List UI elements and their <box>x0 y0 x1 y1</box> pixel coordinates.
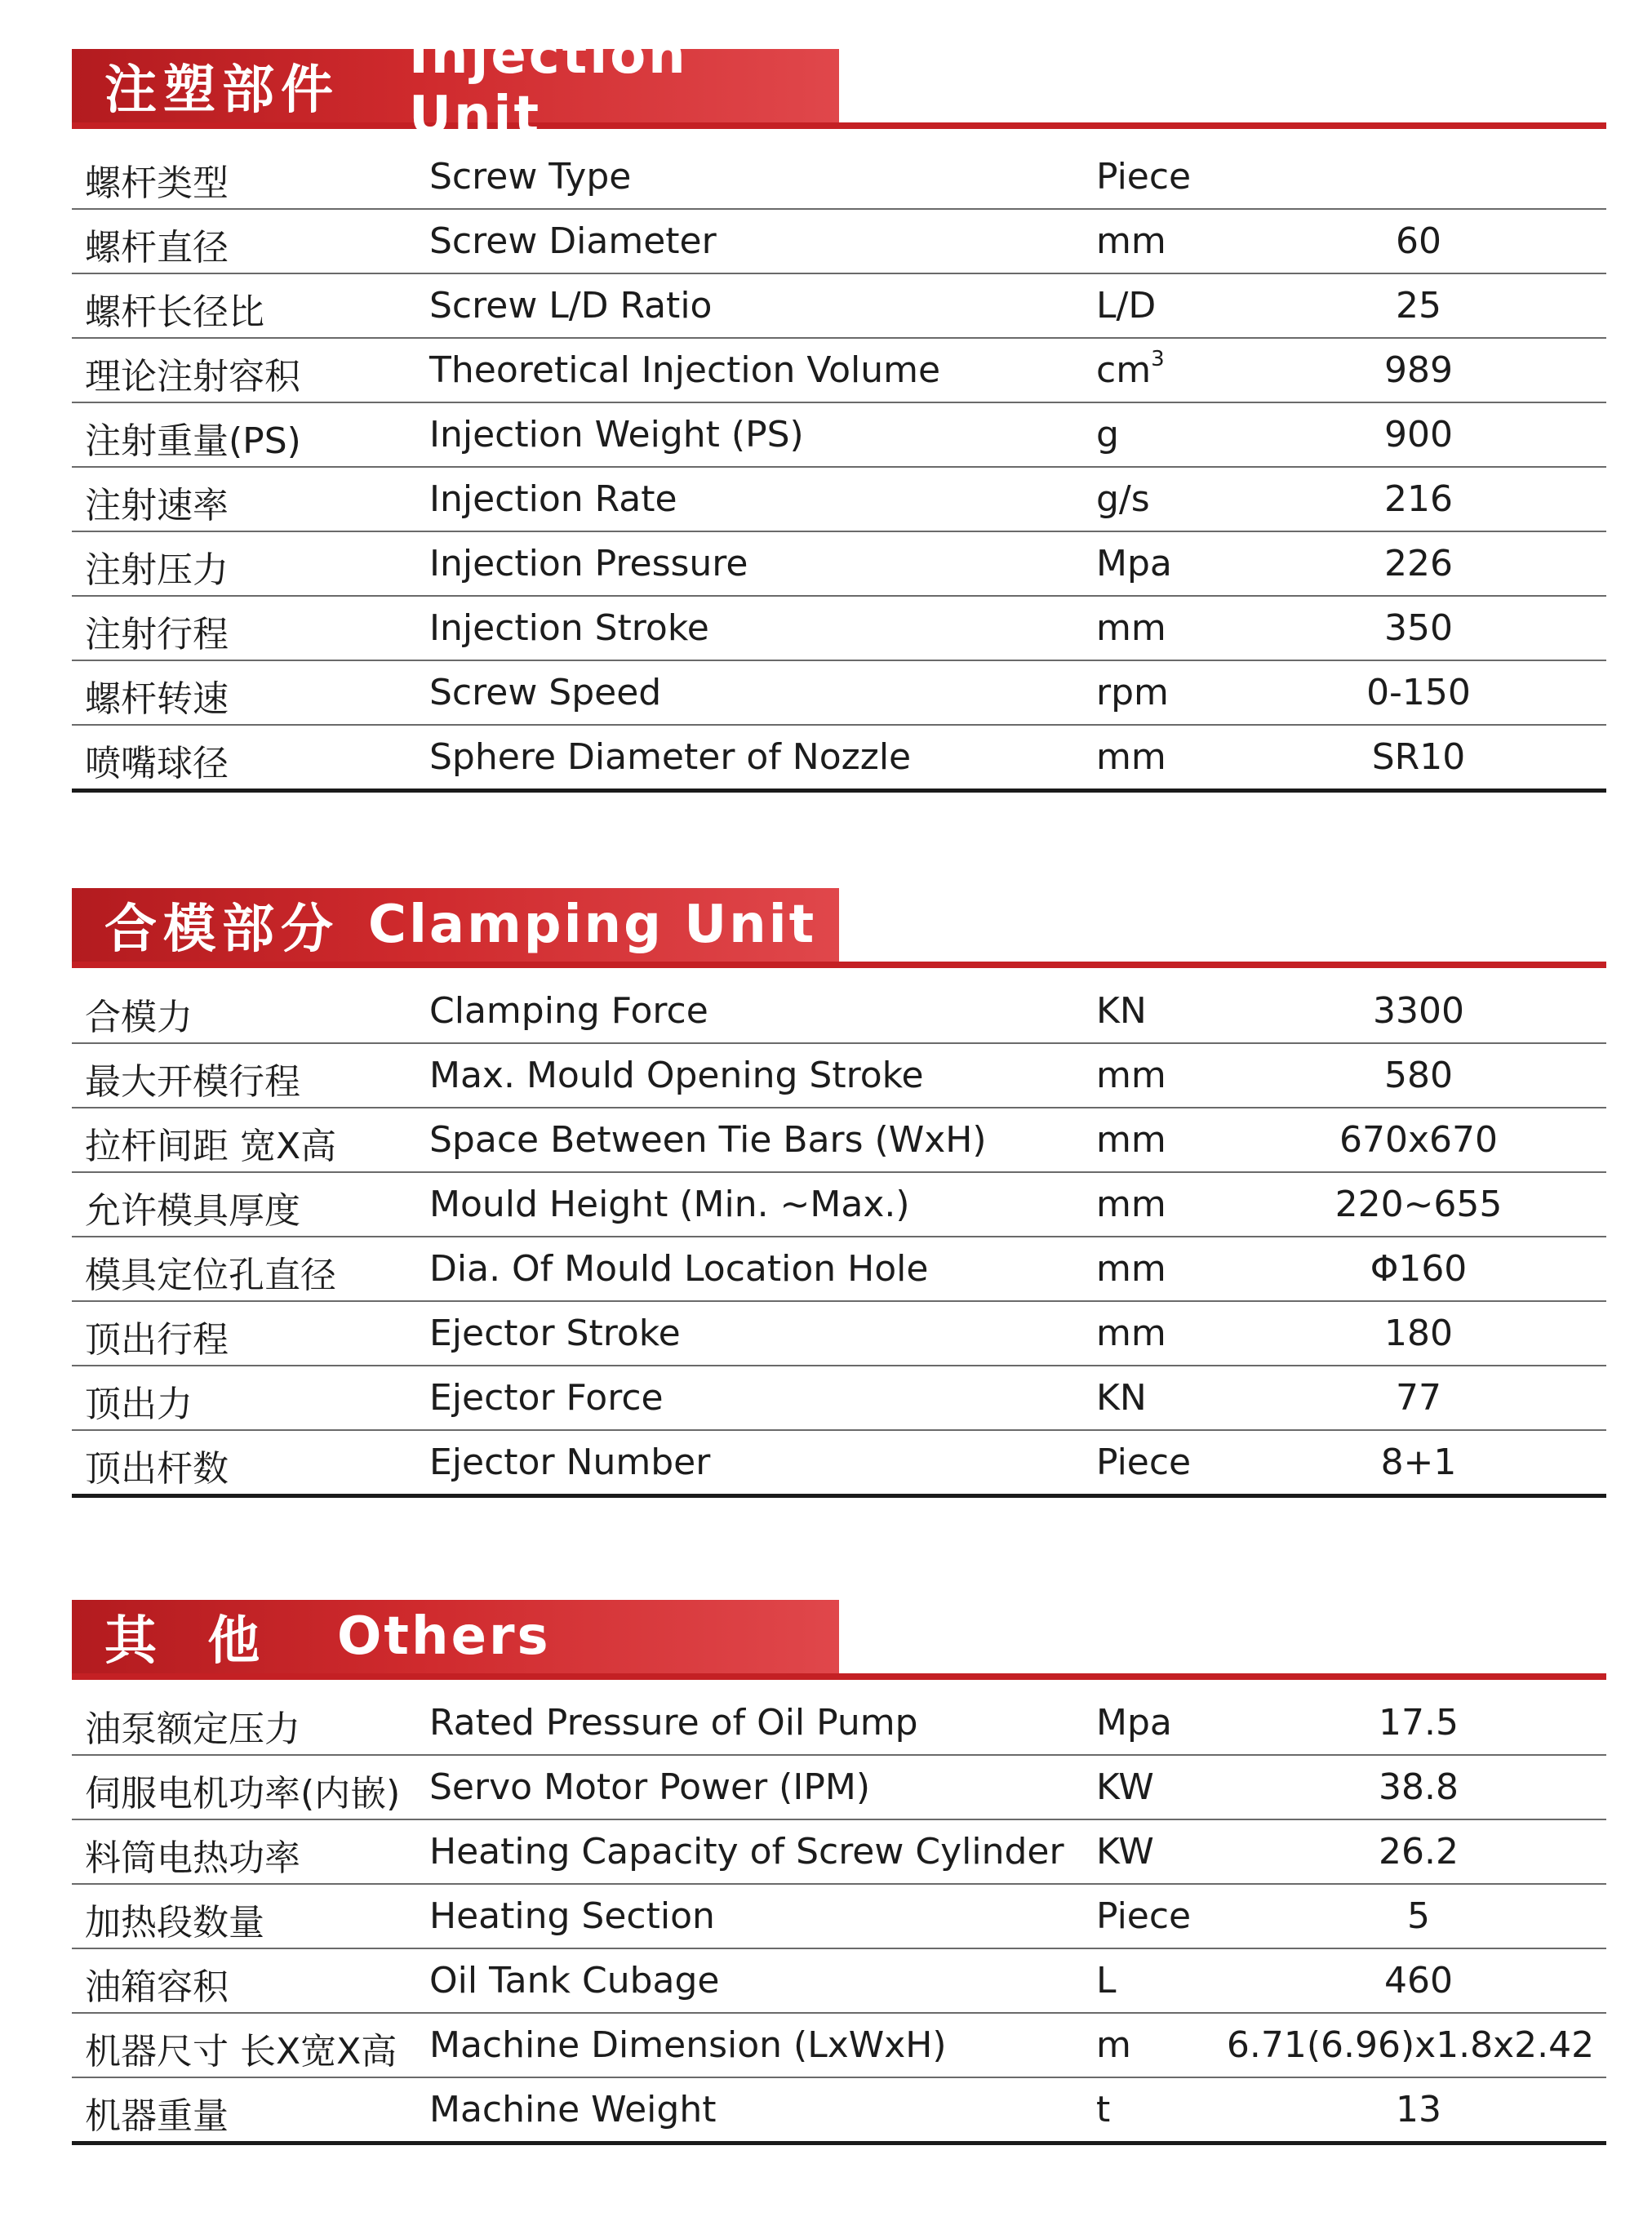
param-name-cn: 螺杆直径 <box>85 227 229 269</box>
param-unit: Piece <box>1096 156 1192 198</box>
section-title-cn: 其 他 <box>104 1611 277 1672</box>
param-value: 5 <box>1407 1895 1430 1937</box>
table-row <box>72 2014 1606 2078</box>
param-value: 460 <box>1384 1960 1453 2001</box>
param-value: SR10 <box>1371 736 1466 778</box>
table-row <box>72 1108 1606 1173</box>
param-name-en: Sphere Diameter of Nozzle <box>429 736 912 778</box>
table-row <box>72 1691 1606 1756</box>
param-name-en: Machine Dimension (LxWxH) <box>429 2024 947 2066</box>
spec-table <box>72 980 1606 1498</box>
section-title-en: Injection Unit <box>409 25 688 146</box>
param-name-en: Screw Type <box>429 156 632 198</box>
param-unit: KN <box>1096 990 1147 1032</box>
param-name-cn: 机器尺寸 长X宽X高 <box>85 2031 397 2072</box>
param-value: 216 <box>1384 478 1453 520</box>
param-name-en: Ejector Force <box>429 1377 664 1419</box>
table-row <box>72 1756 1606 1820</box>
param-unit: mm <box>1096 1055 1166 1096</box>
param-name-cn: 加热段数量 <box>85 1902 264 1944</box>
param-unit: mm <box>1096 220 1166 262</box>
param-name-cn: 合模力 <box>85 997 193 1038</box>
param-unit: g <box>1096 414 1119 455</box>
param-name-en: Heating Section <box>429 1895 715 1937</box>
table-row <box>72 274 1606 339</box>
param-name-cn: 最大开模行程 <box>85 1061 300 1103</box>
table-row <box>72 597 1606 661</box>
table-row <box>72 532 1606 597</box>
param-name-en: Heating Capacity of Screw Cylinder <box>429 1831 1064 1872</box>
section-rule <box>72 122 1606 129</box>
param-value: Φ160 <box>1370 1248 1468 1290</box>
unit-superscript: 3 <box>1151 347 1165 371</box>
param-name-en: Machine Weight <box>429 2089 717 2130</box>
param-name-cn: 注射压力 <box>85 549 229 591</box>
param-unit: KN <box>1096 1377 1147 1419</box>
param-name-en: Screw Diameter <box>429 220 717 262</box>
param-value: 38.8 <box>1379 1766 1459 1808</box>
param-unit: mm <box>1096 1313 1166 1354</box>
param-value: 226 <box>1384 543 1453 584</box>
param-unit: mm <box>1096 607 1166 649</box>
param-unit: L <box>1096 1960 1117 2001</box>
section-banner <box>72 1600 839 1673</box>
table-row <box>72 145 1606 210</box>
param-unit: g/s <box>1096 478 1150 520</box>
param-unit: L/D <box>1096 285 1157 327</box>
section-banner <box>72 25 839 146</box>
param-name-cn: 油箱容积 <box>85 1966 229 2008</box>
section-title-en: Clamping Unit <box>368 895 817 955</box>
param-name-en: Ejector Stroke <box>429 1313 681 1354</box>
section-title-cn: 合模部分 <box>104 900 340 960</box>
param-name-en: Mould Height (Min. ~Max.) <box>429 1184 910 1225</box>
param-name-en: Injection Pressure <box>429 543 748 584</box>
table-row <box>72 1885 1606 1949</box>
param-value: 26.2 <box>1379 1831 1459 1872</box>
param-name-cn: 喷嘴球径 <box>85 743 229 784</box>
param-name-en: Oil Tank Cubage <box>429 1960 720 2001</box>
table-row <box>72 980 1606 1044</box>
param-name-cn: 允许模具厚度 <box>85 1190 300 1232</box>
table-row <box>72 1949 1606 2014</box>
param-name-en: Servo Motor Power (IPM) <box>429 1766 870 1808</box>
param-name-cn: 拉杆间距 宽X高 <box>85 1126 337 1167</box>
param-name-cn: 注射行程 <box>85 614 229 655</box>
param-name-cn: 注射重量(PS) <box>85 420 301 462</box>
section-injection-unit <box>72 25 1606 793</box>
section-banner <box>72 888 839 962</box>
param-name-en: Screw L/D Ratio <box>429 285 713 327</box>
table-row <box>72 2078 1606 2145</box>
section-rule <box>72 962 1606 968</box>
param-name-en: Clamping Force <box>429 990 708 1032</box>
table-row <box>72 1237 1606 1302</box>
table-row <box>72 1431 1606 1498</box>
param-value: 77 <box>1396 1377 1441 1419</box>
param-name-cn: 料筒电热功率 <box>85 1837 300 1879</box>
param-value: 350 <box>1384 607 1453 649</box>
section-title-en: Others <box>337 1606 551 1667</box>
table-row <box>72 1044 1606 1108</box>
param-unit: Piece <box>1096 1442 1192 1483</box>
param-name-en: Theoretical Injection Volume <box>429 349 941 391</box>
unit-base: cm <box>1096 349 1152 391</box>
table-row <box>72 339 1606 403</box>
param-value: 989 <box>1384 349 1453 391</box>
table-row <box>72 210 1606 274</box>
table-row <box>72 1173 1606 1237</box>
param-name-en: Injection Stroke <box>429 607 709 649</box>
param-value: 13 <box>1396 2089 1441 2130</box>
param-name-cn: 螺杆长径比 <box>85 291 264 333</box>
param-unit: t <box>1096 2089 1111 2130</box>
param-value: 17.5 <box>1379 1702 1459 1744</box>
param-value: 60 <box>1396 220 1441 262</box>
table-row <box>72 468 1606 532</box>
param-name-cn: 油泵额定压力 <box>85 1708 300 1750</box>
param-value: 3300 <box>1373 990 1464 1032</box>
param-name-cn: 机器重量 <box>85 2095 229 2137</box>
param-value: 180 <box>1384 1313 1453 1354</box>
param-unit: rpm <box>1096 672 1169 713</box>
table-row <box>72 403 1606 468</box>
param-value: 0-150 <box>1366 672 1471 713</box>
param-unit: Mpa <box>1096 543 1172 584</box>
table-row <box>72 726 1606 793</box>
param-name-en: Max. Mould Opening Stroke <box>429 1055 924 1096</box>
param-unit: KW <box>1096 1766 1154 1808</box>
param-name-en: Dia. Of Mould Location Hole <box>429 1248 929 1290</box>
param-unit <box>1096 339 1165 402</box>
param-name-cn: 顶出行程 <box>85 1319 229 1361</box>
param-value: 900 <box>1384 414 1453 455</box>
param-name-cn: 注射速率 <box>85 485 229 526</box>
param-unit: mm <box>1096 736 1166 778</box>
param-unit: mm <box>1096 1119 1166 1161</box>
param-value: 25 <box>1396 285 1441 327</box>
section-title-cn: 注塑部件 <box>104 60 340 121</box>
param-name-en: Screw Speed <box>429 672 662 713</box>
section-clamping-unit <box>72 888 1606 1498</box>
table-row <box>72 1302 1606 1366</box>
table-row <box>72 1820 1606 1885</box>
param-value: 580 <box>1384 1055 1453 1096</box>
param-name-cn: 理论注射容积 <box>85 356 300 398</box>
param-unit: m <box>1096 2024 1131 2066</box>
param-name-cn: 螺杆转速 <box>85 678 229 720</box>
spec-table <box>72 1691 1606 2145</box>
param-unit: KW <box>1096 1831 1154 1872</box>
param-value: 670x670 <box>1339 1119 1498 1161</box>
param-name-cn: 顶出力 <box>85 1384 193 1425</box>
param-unit: Mpa <box>1096 1702 1172 1744</box>
param-name-cn: 顶出杆数 <box>85 1448 229 1490</box>
table-row <box>72 1366 1606 1431</box>
param-name-en: Rated Pressure of Oil Pump <box>429 1702 918 1744</box>
param-name-cn: 模具定位孔直径 <box>85 1255 336 1296</box>
param-name-en: Space Between Tie Bars (WxH) <box>429 1119 987 1161</box>
section-others <box>72 1600 1606 2145</box>
param-unit: mm <box>1096 1248 1166 1290</box>
param-value: 8+1 <box>1380 1442 1457 1483</box>
spec-table <box>72 145 1606 793</box>
param-name-en: Injection Rate <box>429 478 677 520</box>
table-row <box>72 661 1606 726</box>
param-name-cn: 螺杆类型 <box>85 162 229 204</box>
param-value: 220~655 <box>1334 1184 1503 1225</box>
param-name-en: Ejector Number <box>429 1442 711 1483</box>
param-name-en: Injection Weight (PS) <box>429 414 804 455</box>
param-unit: mm <box>1096 1184 1166 1225</box>
param-name-cn: 伺服电机功率(内嵌) <box>85 1773 401 1815</box>
section-rule <box>72 1673 1606 1680</box>
param-unit: Piece <box>1096 1895 1192 1937</box>
param-value: 6.71(6.96)x1.8x2.42 <box>1226 2024 1595 2066</box>
